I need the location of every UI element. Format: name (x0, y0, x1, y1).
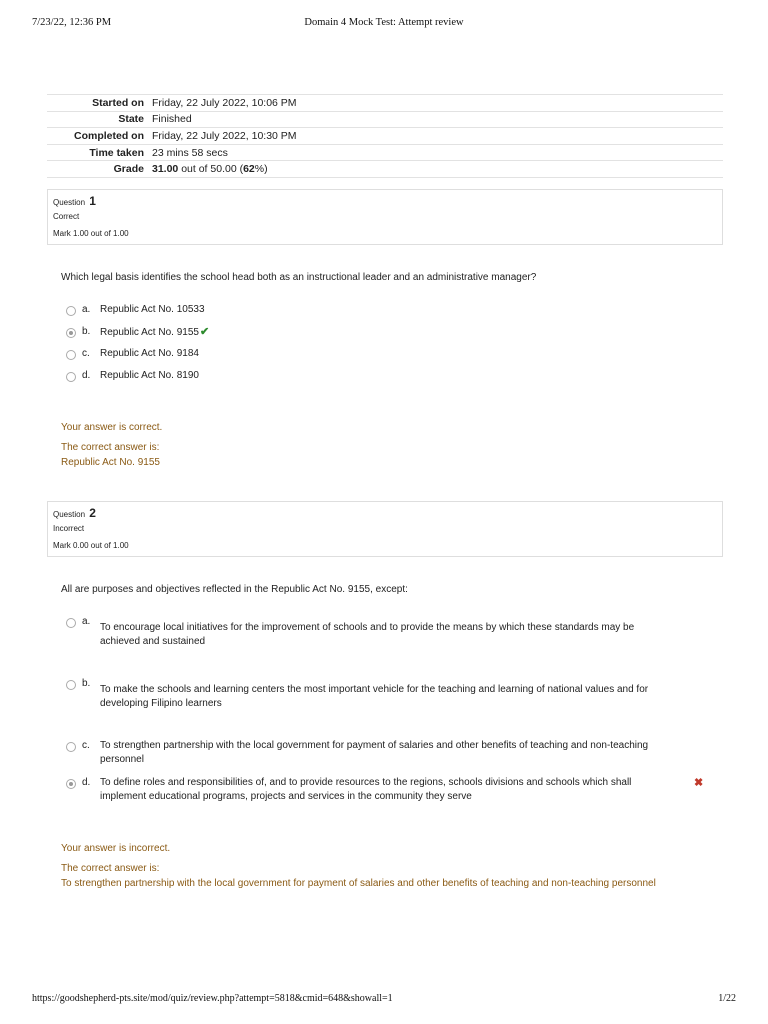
answer-option[interactable] (66, 615, 706, 645)
summary-row (47, 128, 723, 145)
question-info-box (47, 501, 723, 557)
option-text (100, 776, 700, 804)
question-state: Correct (53, 212, 80, 221)
option-text-line: implement educational programs, projects and services in the community they serve (100, 791, 472, 802)
summary-value: Friday, 22 July 2022, 10:30 PM (152, 128, 723, 145)
page-number: 1/22 (718, 993, 736, 1004)
option-letter: b. (82, 678, 91, 689)
radio-button[interactable] (66, 372, 76, 382)
grade-score: 31.00 (152, 163, 179, 176)
correct-answer: To strengthen partnership with the local government for payment of salaries and other benefits of teaching and non-teaching personnel (61, 878, 656, 889)
option-text-line: To make the schools and learning centers the most important vehicle for the teaching and learning of national values and for (100, 684, 649, 695)
summary-row (47, 111, 723, 128)
option-text-line: developing Filipino learners (100, 698, 222, 709)
option-text (100, 621, 700, 649)
summary-row (47, 95, 723, 112)
correct-answer-label: The correct answer is: (61, 441, 160, 453)
summary-label: Started on (47, 95, 152, 112)
summary-value: Friday, 22 July 2022, 10:06 PM (152, 95, 723, 112)
summary-label: Grade (47, 161, 152, 178)
question-state: Incorrect (53, 524, 85, 533)
correct-answer-label: The correct answer is: (61, 862, 160, 874)
correct-answer: Republic Act No. 9155 (61, 457, 160, 468)
print-page-title: Domain 4 Mock Test: Attempt review (304, 17, 464, 28)
question-mark: Mark 1.00 out of 1.00 (53, 229, 129, 238)
option-letter: a. (82, 616, 91, 627)
answer-option[interactable] (66, 776, 706, 806)
radio-button[interactable] (66, 779, 76, 789)
question-number-value: 2 (89, 506, 96, 520)
radio-button[interactable] (66, 328, 76, 338)
page-url: https://goodshepherd-pts.site/mod/quiz/review.php?attempt=5818&cmid=648&showall=1 (32, 993, 393, 1004)
summary-value: Finished (152, 111, 723, 128)
print-header (32, 17, 736, 31)
check-icon: ✔ (199, 326, 210, 338)
radio-button[interactable] (66, 306, 76, 316)
answer-option[interactable] (66, 739, 706, 769)
answer-option[interactable] (66, 677, 706, 707)
summary-row (47, 161, 723, 178)
grade-percent: 62 (243, 163, 255, 176)
feedback-block (61, 841, 741, 892)
option-letter: c. (82, 740, 90, 751)
summary-label: State (47, 111, 152, 128)
feedback-message: Your answer is incorrect. (61, 843, 171, 854)
option-letter: d. (82, 370, 91, 381)
option-text (100, 683, 700, 711)
question-number (53, 506, 96, 520)
option-letter: d. (82, 777, 91, 788)
question-text: All are purposes and objectives reflected in the Republic Act No. 9155, except: (61, 584, 408, 595)
option-text-line: To encourage local initiatives for the improvement of schools and to provide the means by which these standards may be (100, 622, 635, 633)
option-text (100, 739, 700, 767)
print-footer (32, 993, 736, 1007)
option-text: Republic Act No. 9184 (100, 348, 199, 359)
grade-out-of: out of 50.00 ( (178, 163, 244, 176)
option-text-line: To strengthen partnership with the local government for payment of salaries and other benefits of teaching and non-teaching (100, 740, 649, 751)
summary-row (47, 144, 723, 161)
feedback-message: Your answer is correct. (61, 422, 163, 433)
question-number (53, 194, 96, 208)
question-label: Question (53, 510, 86, 519)
summary-value: 23 mins 58 secs (152, 144, 723, 161)
question-text: Which legal basis identifies the school head both as an instructional leader and an administrative manager? (61, 272, 537, 283)
option-letter: a. (82, 304, 91, 315)
option-text-line: To define roles and responsibilities of, and to provide resources to the regions, schools divisions and schools which shall (100, 777, 632, 788)
option-text: Republic Act No. 8190 (100, 370, 199, 381)
radio-button[interactable] (66, 680, 76, 690)
attempt-summary-table (47, 94, 723, 178)
option-text-wrap (100, 325, 700, 340)
summary-label: Completed on (47, 128, 152, 145)
radio-button[interactable] (66, 350, 76, 360)
option-text-line: achieved and sustained (100, 636, 206, 647)
option-text: Republic Act No. 9155 (100, 327, 199, 338)
option-text: Republic Act No. 10533 (100, 304, 205, 315)
option-letter: c. (82, 348, 90, 359)
question-mark: Mark 0.00 out of 1.00 (53, 541, 129, 550)
feedback-block (61, 420, 741, 471)
summary-label: Time taken (47, 144, 152, 161)
question-info-box (47, 189, 723, 245)
grade-value (152, 161, 723, 178)
question-label: Question (53, 198, 86, 207)
print-datetime: 7/23/22, 12:36 PM (32, 17, 112, 28)
option-text-line: personnel (100, 754, 144, 765)
grade-end: %) (254, 163, 268, 176)
radio-button[interactable] (66, 618, 76, 628)
radio-button[interactable] (66, 742, 76, 752)
question-number-value: 1 (89, 194, 96, 208)
cross-icon: ✖ (694, 777, 704, 789)
option-letter: b. (82, 326, 91, 337)
